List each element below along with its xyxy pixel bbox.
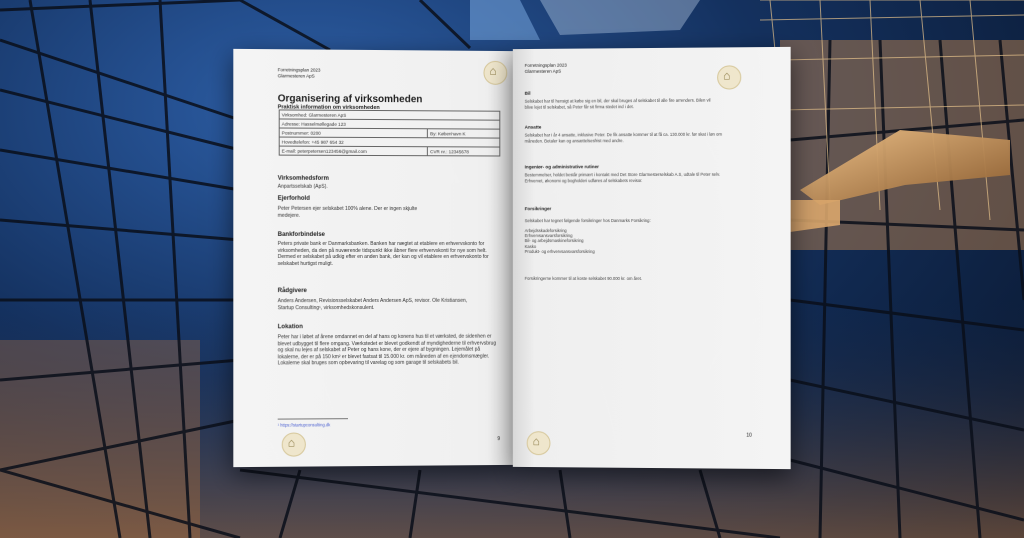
list-item: Bil- og arbejdsmaskineforsikring <box>524 238 584 244</box>
section-heading: Bankforbindelse <box>277 231 325 238</box>
section-heading: Ejerforhold <box>277 195 310 202</box>
info-cvr: CVR nr.: 12345678 <box>428 147 500 156</box>
section-text: Anpartsselskab (ApS). <box>277 183 328 190</box>
section-heading: Bil <box>524 90 531 96</box>
right-header-company: Glarmesteren ApS <box>524 68 562 74</box>
section-heading: Ansatte <box>524 124 542 130</box>
list-item: Erhvervsansvarsforsikring <box>524 233 573 239</box>
list-item: Produkt- og erhvervsansvarsforsikring <box>524 248 595 254</box>
left-header-company: Glarmesteren ApS <box>277 73 315 79</box>
list-item: Kasko <box>524 243 537 249</box>
info-email: E-mail: peterpetersen123456@gmail.com <box>279 146 427 156</box>
insurance-total: Forsikringerne kommer til at koste selskabet 90.000 kr. om året. <box>524 275 643 281</box>
section-text: Selskabet har tegnet følgende forsikringer hos Danmarks Forsikring: <box>524 218 651 224</box>
section-heading: Ingeniør- og administrative rutiner <box>524 164 599 170</box>
info-address: Adresse: Hasselmøllegade 123 <box>279 119 500 129</box>
section-heading: Forsikringer <box>524 206 552 212</box>
right-header-title: Forretningsplan 2023 <box>524 62 567 68</box>
left-header-title: Forretningsplan 2023 <box>277 67 321 73</box>
right-page <box>513 47 791 469</box>
company-info-table <box>279 109 501 156</box>
info-phone: Hovedtelefon: +45 987 654 32 <box>279 137 500 147</box>
page-subtitle: Praktisk information om virksomheden <box>277 104 380 112</box>
company-logo-icon <box>483 61 507 85</box>
section-text: Peter Petersen ejer selskabet 100% alene. Der er ingen skjulte medejere. <box>277 205 418 219</box>
insurance-list <box>525 228 595 254</box>
company-logo-icon <box>717 65 741 89</box>
section-heading: Lokation <box>277 324 303 331</box>
section-text: Anders Andersen, Revisionsselskabet Anders Andersen ApS, revisor. Ole Kristiansen, Startup Consulting¹, virksomhedskonsulent. <box>277 297 468 311</box>
footnote-divider <box>278 418 348 419</box>
section-text: Bestemmelser, holdet består primært i kontakt med Det Store Glarmesterselskab A.S, udtale til Peter selv. Erhvervet, økonomi og bogholderi udføres af selskabets revisor. <box>524 171 721 184</box>
footer-logo-icon <box>282 432 306 456</box>
page-number: 10 <box>746 432 752 439</box>
info-postcode: Postnummer: 0200 <box>279 128 427 138</box>
info-company: Virksomhed: Glarmesteren ApS <box>279 110 500 120</box>
section-text: Peter har i løbet af årene omdannet en del af hans og konens hus til et værksted, de sidenhen er blevet udbygget til flere omgang. Værkstedet er blevet godkendt af myndighederne til erhvervsbrug og skal nu lejes af selskabet af Peter og hans kone, der er ejere af bygningen. Lejemålet på lokalerne, der er på 150 km² er blevet fastsat til 15.000 kr. om måneden af en ejendomsmægler. Lokalerne skal bruges som opbevaring til varelag og som garage til selskabets bil. <box>277 333 497 367</box>
info-city: By: København K <box>428 129 500 138</box>
section-text: Selskabet har til hensigt at købe sig en bil, der skal bruges af selskabet til alle fire arrenders. Bilen vil blive lejet til selskabet, så Peter får sit firma stedet ind i det. <box>524 97 711 110</box>
section-heading: Rådgivere <box>277 288 307 295</box>
left-page <box>233 49 515 467</box>
page-number: 9 <box>497 436 501 443</box>
footer-logo-icon <box>527 431 551 455</box>
footnote-link[interactable]: ¹ https://startupconsulting.dk <box>277 422 331 428</box>
section-text: Selskabet har i år 4 ansatte, inklusive Peter. De fik ansatte kommer til at få ca. 130.000 kr. før skat i løn om måneden. Betaler kan og ansættelsesfrist med andre. <box>524 131 722 144</box>
list-item: Arbejdsskadeforsikring <box>524 228 567 234</box>
section-heading: Virksomhedsform <box>277 175 329 182</box>
section-text: Peters private bank er Danmarksbanken. Banken har nægtet at etablere en erhvervskonto for virksomheden, da den på nuværende tidspunkt ikke åbner flere erhvervskonti for nye som helt. Dermed er selskabet på udkig efter en anden bank, der kan og vil etablere en erhvervskonto for selskabet hurtigst muligt. <box>277 240 489 267</box>
page-title: Organisering af virksomheden <box>277 93 423 106</box>
